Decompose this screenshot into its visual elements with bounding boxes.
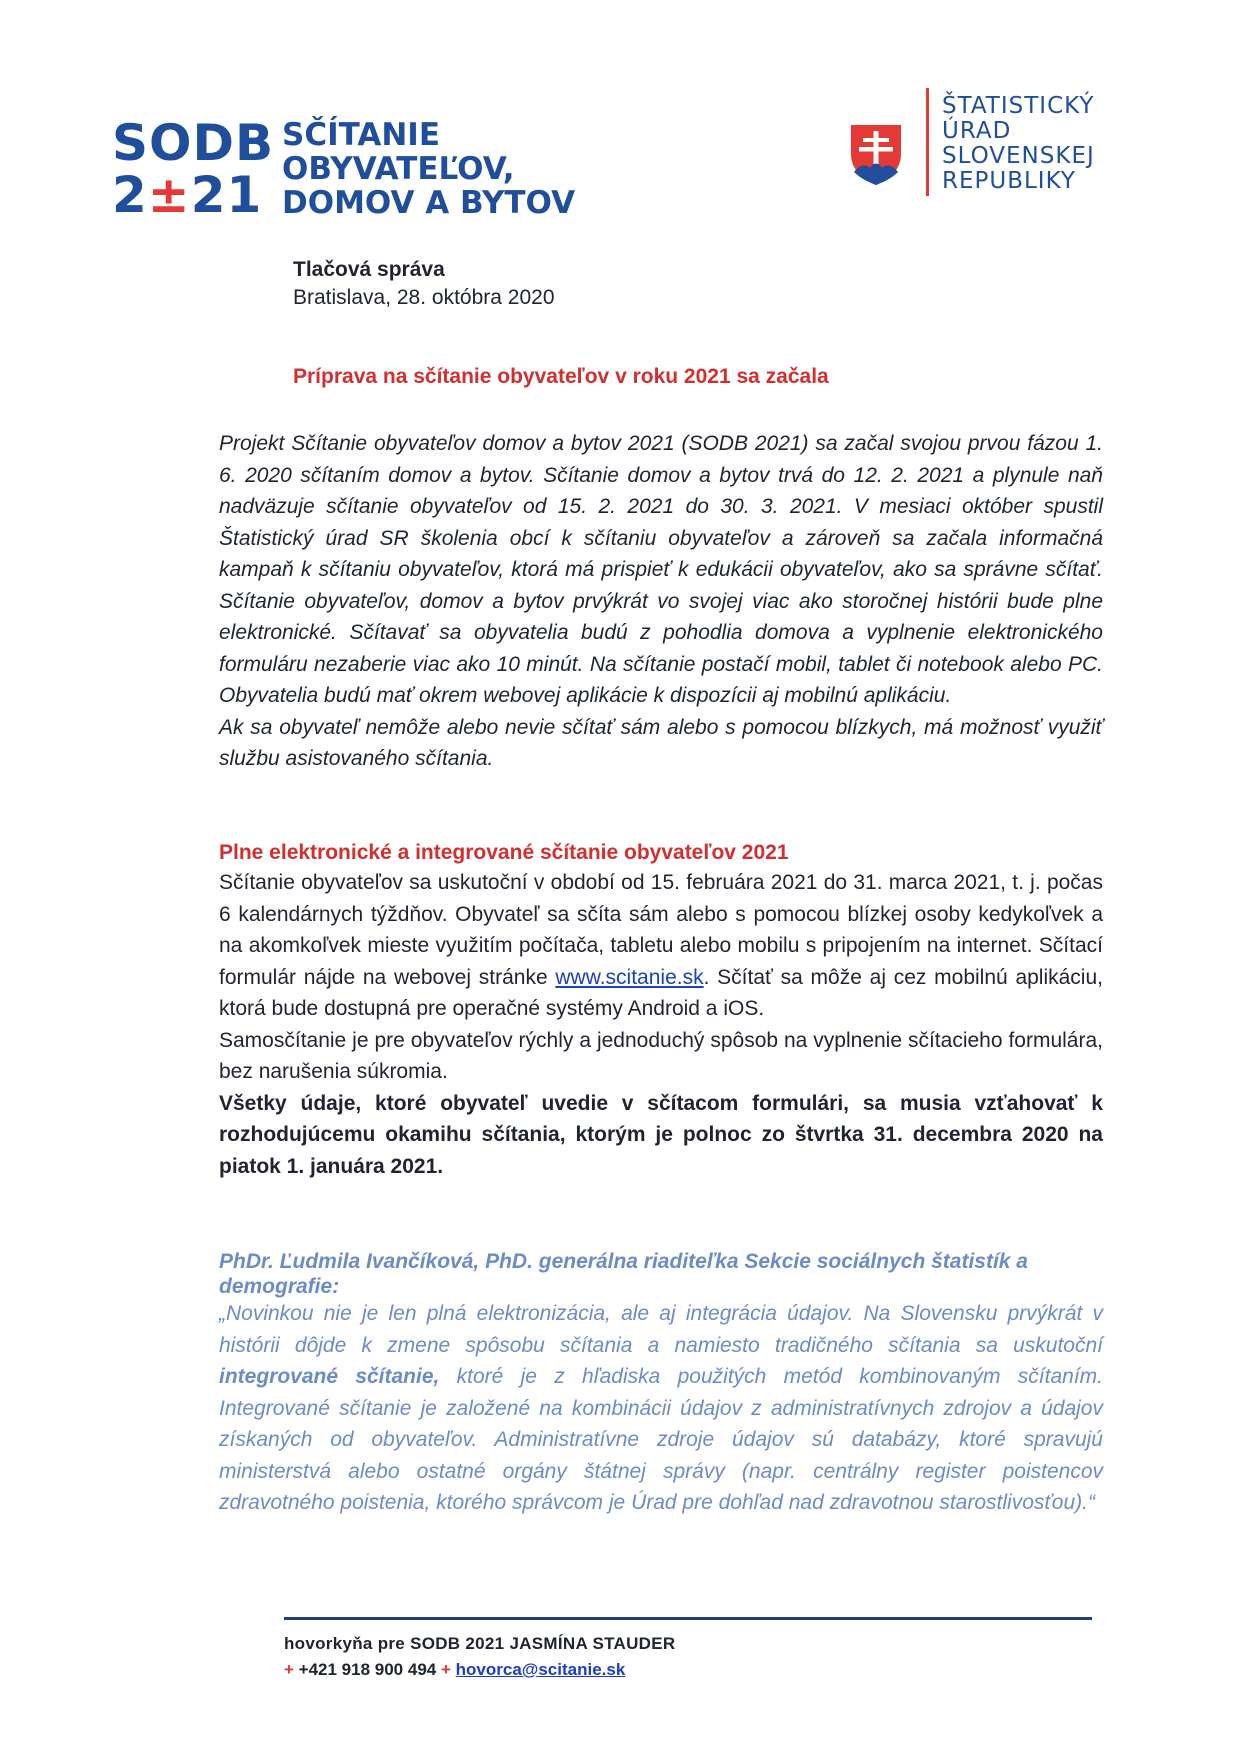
logo-divider bbox=[926, 88, 929, 196]
statistical-office-logo bbox=[846, 88, 1106, 198]
sodb-logo-line: OBYVATEĽOV, bbox=[282, 151, 515, 187]
footer-divider bbox=[284, 1617, 1092, 1620]
sodb-logo bbox=[112, 114, 576, 224]
sodb-2021-mark bbox=[112, 114, 275, 224]
sodb-mark-year: 2±21 bbox=[112, 166, 263, 224]
quote-emphasis: integrované sčítanie, bbox=[219, 1365, 440, 1388]
quote-body bbox=[219, 1298, 1103, 1519]
document-type: Tlačová správa bbox=[293, 258, 445, 281]
slovak-coat-of-arms-icon bbox=[846, 120, 906, 190]
intro-paragraph: Ak sa obyvateľ nemôže alebo nevie sčítať sám alebo s pomocou blízkych, má možnosť využiť službu asistovaného sčítania. bbox=[219, 715, 1103, 770]
sodb-logo-line: SČÍTANIE bbox=[282, 117, 440, 153]
sur-logo-line: REPUBLIKY bbox=[942, 168, 1076, 194]
section-paragraph: Samosčítanie je pre obyvateľov rýchly a jednoduchý spôsob na vyplnenie sčítacieho formulára, bez narušenia súkromia. bbox=[219, 1028, 1103, 1083]
scitanie-website-link[interactable]: www.scitanie.sk bbox=[555, 965, 704, 989]
quote-paragraph: „Novinkou nie je len plná elektronizácia, ale aj integrácia údajov. Na Slovensku prvýkrát v histórii dôjde k zmene spôsobu sčítania a namiesto tradičného sčítania sa uskutoční integrované sčítanie, ktoré je z hľadiska použitých metód kombinovaným sčítaním. Integrované sčítanie je založené na kombinácii údajov z administratívnych zdrojov a údajov získaných od obyvateľov. Administratívne zdroje údajov sú databázy, ktoré spravujú ministerstvá alebo ostatné orgány štátnej správy (napr. centrálny register poistencov zdravotného poistenia, ktorého správcom je Úrad pre dohľad nad zdravotnou starostlivosťou).“ bbox=[219, 1302, 1103, 1514]
footer-contact bbox=[284, 1660, 625, 1680]
intro-text bbox=[219, 428, 1103, 775]
section-body bbox=[219, 867, 1103, 1182]
plus-minus-icon: ± bbox=[147, 166, 191, 224]
footer-spokesperson: hovorkyňa pre SODB 2021 JASMÍNA STAUDER bbox=[284, 1634, 676, 1653]
statistical-office-logo-text bbox=[942, 94, 1095, 194]
document-dateline: Bratislava, 28. októbra 2020 bbox=[293, 286, 555, 309]
footer-phone: +421 918 900 494 bbox=[298, 1660, 437, 1679]
section-paragraph-bold: Všetky údaje, ktoré obyvateľ uvedie v sčítacom formulári, sa musia vzťahovať k rozhodujúcemu okamihu sčítania, ktorým je polnoc zo štvrtka 31. decembra 2020 na piatok 1. januára 2021. bbox=[219, 1091, 1103, 1178]
plus-icon: + bbox=[440, 1660, 451, 1679]
sodb-logo-line: DOMOV A BYTOV bbox=[282, 185, 576, 221]
sur-logo-line: ŠTATISTICKÝ bbox=[942, 93, 1095, 119]
section-heading: Plne elektronické a integrované sčítanie obyvateľov 2021 bbox=[219, 841, 789, 864]
sur-logo-line: ÚRAD bbox=[942, 118, 1012, 144]
press-release-headline: Príprava na sčítanie obyvateľov v roku 2021 sa začala bbox=[293, 365, 829, 388]
sodb-logo-text bbox=[282, 118, 575, 220]
sur-logo-line: SLOVENSKEJ bbox=[942, 143, 1095, 169]
section-paragraph: Sčítanie obyvateľov sa uskutoční v období od 15. februára 2021 do 31. marca 2021, t. j. počas 6 kalendárnych týždňov. Obyvateľ sa sčíta sám alebo s pomocou blízkej osoby kedykoľvek a na akomkoľvek mieste využitím počítača, tabletu alebo mobilu s pripojením na internet. Sčítací formulár nájde na webovej stránke www.scitanie.sk. Sčítať sa môže aj cez mobilnú aplikáciu, ktorá bude dostupná pre operačné systémy Android a iOS. bbox=[219, 871, 1103, 1020]
sodb-mark-letters: SODB bbox=[112, 114, 275, 172]
quote-author: PhDr. Ľudmila Ivančíková, PhD. generálna riaditeľka Sekcie sociálnych štatistík a demografie: bbox=[219, 1250, 1028, 1298]
footer-email-link[interactable]: hovorca@scitanie.sk bbox=[455, 1660, 626, 1679]
intro-paragraph: Projekt Sčítanie obyvateľov domov a bytov 2021 (SODB 2021) sa začal svojou prvou fázou 1. 6. 2020 sčítaním domov a bytov. Sčítanie domov a bytov trvá do 12. 2. 2021 a plynule naň nadväzuje sčítanie obyvateľov od 15. 2. 2021 do 30. 3. 2021. V mesiaci október spustil Štatistický úrad SR školenia obcí k sčítaniu obyvateľov a zároveň sa začala informačná kampaň k sčítaniu obyvateľov, ktorá má prispieť k edukácii obyvateľov, ako sa správne sčítať. Sčítanie obyvateľov, domov a bytov prvýkrát vo svojej viac ako storočnej histórii bude plne elektronické. Sčítavať sa obyvatelia budú z pohodlia domova a vyplnenie elektronického formuláru nezaberie viac ako 10 minút. Na sčítanie postačí mobil, tablet či notebook alebo PC. Obyvatelia budú mať okrem webovej aplikácie k dispozícii aj mobilnú aplikáciu. bbox=[219, 432, 1103, 707]
plus-icon: + bbox=[284, 1660, 294, 1679]
